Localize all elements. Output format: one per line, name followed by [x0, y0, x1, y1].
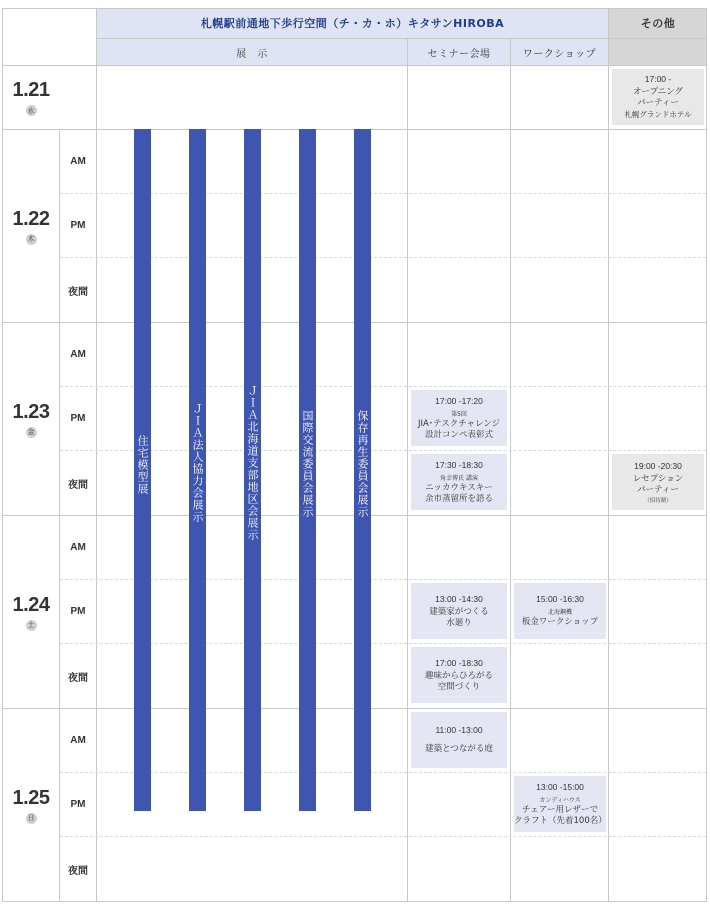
grid-line: [96, 8, 97, 902]
event-award[interactable]: [411, 390, 507, 446]
other-subheader: [609, 39, 707, 65]
event-title: オープニング: [633, 87, 683, 97]
event-time: 11:00 -13:00: [435, 725, 483, 735]
grid-line: [2, 65, 707, 66]
slot-divider: [60, 836, 706, 837]
event-title: 建築とつながる庭: [425, 744, 493, 754]
event-title: チェアー用レザーで: [522, 804, 598, 815]
event-title: パーティー: [637, 98, 679, 108]
event-title: パーティー: [637, 484, 679, 495]
slot-am: AM: [70, 349, 86, 360]
date-label: 1.23: [12, 400, 50, 423]
slot-am: AM: [70, 542, 86, 553]
date-label: 1.24: [12, 593, 50, 616]
slot-night: 夜間: [68, 672, 88, 684]
event-lecture[interactable]: [411, 454, 507, 510]
event-title: 板金ワークショップ: [521, 617, 599, 627]
event-time: 19:00 -20:30: [634, 460, 682, 471]
event-chair[interactable]: [514, 776, 606, 832]
venue-header: 札幌駅前通地下歩行空間（チ・カ・ホ）キタサンHIROBA: [97, 8, 608, 38]
grid-line: [97, 38, 707, 39]
event-subtitle: 第5回: [451, 410, 467, 418]
slot-night: 夜間: [68, 865, 88, 877]
slot-am: AM: [70, 735, 86, 746]
event-niwa[interactable]: [411, 712, 507, 768]
event-time: 17:00 -: [644, 74, 672, 84]
event-title: 水廻り: [446, 617, 472, 628]
grid-line: [2, 8, 707, 9]
slot-pm: PM: [70, 413, 86, 424]
event-title: 空間づくり: [437, 681, 481, 692]
event-title: 趣味からひろがる: [424, 670, 493, 681]
grid-line: [608, 8, 609, 902]
slot-pm: PM: [70, 606, 86, 617]
event-time: 17:00 -18:30: [435, 657, 483, 668]
event-shumi[interactable]: [411, 647, 507, 703]
slot-divider: [60, 193, 706, 194]
event-title: 建築家がつくる: [429, 606, 489, 617]
weekday-badge: 木: [27, 235, 35, 243]
event-time: 17:30 -18:30: [435, 459, 483, 470]
event-title: 設計コンペ表彰式: [424, 429, 493, 440]
workshop-header: ワークショップ: [511, 39, 608, 65]
grid-line: [2, 901, 707, 902]
weekday-badge: 日: [27, 814, 35, 822]
exhibit-label: 住宅模型展: [136, 435, 149, 495]
exhibit-label: 国際交流委員会展示: [301, 410, 314, 518]
date-cell: [3, 709, 59, 901]
event-time: 13:00 -14:30: [435, 593, 483, 604]
event-title: 余市蒸留所を語る: [424, 493, 493, 504]
event-mizumawari[interactable]: [411, 583, 507, 639]
weekday-badge: 水: [27, 106, 35, 115]
event-reception[interactable]: [612, 454, 704, 510]
slot-night: 夜間: [68, 479, 88, 491]
event-title: ニッカウキスキー: [425, 482, 493, 493]
slot-pm: PM: [70, 220, 86, 231]
slot-am: AM: [70, 156, 86, 167]
date-cell: [3, 66, 59, 129]
event-subtitle: 北海鋼機: [547, 609, 572, 616]
event-time: 17:00 -17:20: [435, 395, 483, 406]
date-cell: [3, 323, 59, 515]
event-venue: 札幌グランドホテル: [624, 110, 692, 119]
event-hokkai[interactable]: [514, 583, 606, 639]
date-cell: [3, 516, 59, 708]
date-label: 1.25: [12, 786, 50, 809]
event-note: （招待制）: [644, 497, 672, 504]
date-cell: [3, 130, 59, 322]
event-subtitle: カンディハウス: [539, 796, 581, 804]
event-opening[interactable]: [612, 69, 704, 125]
slot-night: 夜間: [68, 286, 88, 298]
slot-divider: [60, 772, 706, 773]
other-header: その他: [609, 8, 707, 38]
grid-line: [706, 8, 707, 902]
slot-divider: [60, 450, 706, 451]
exhibit-label: 保存再生委員会展示: [356, 410, 369, 518]
event-title: JIA･テスクチャレンジ: [417, 418, 501, 429]
weekday-badge: 金: [27, 428, 35, 436]
exhibit-header: 展 示: [97, 39, 407, 65]
slot-pm: PM: [70, 799, 86, 810]
event-title: レセプション: [632, 473, 684, 484]
seminar-header: セミナー会場: [408, 39, 510, 65]
slot-divider: [60, 257, 706, 258]
event-time: 15:00 -16:30: [536, 594, 584, 604]
event-subtitle: 角幸博氏 講演: [440, 474, 478, 482]
event-time: 13:00 -15:00: [536, 781, 584, 792]
exhibit-label: ＪＩＡ北海道支部地区会展示: [246, 385, 259, 541]
date-label: 1.21: [12, 79, 50, 101]
slot-divider: [60, 386, 706, 387]
exhibit-label: ＪＩＡ法人協力会展示: [191, 403, 204, 523]
weekday-badge: 土: [27, 621, 35, 629]
slot-divider: [60, 579, 706, 580]
date-label: 1.22: [12, 207, 50, 230]
slot-divider: [60, 643, 706, 644]
event-title: クラフト（先着100名）: [514, 815, 607, 826]
